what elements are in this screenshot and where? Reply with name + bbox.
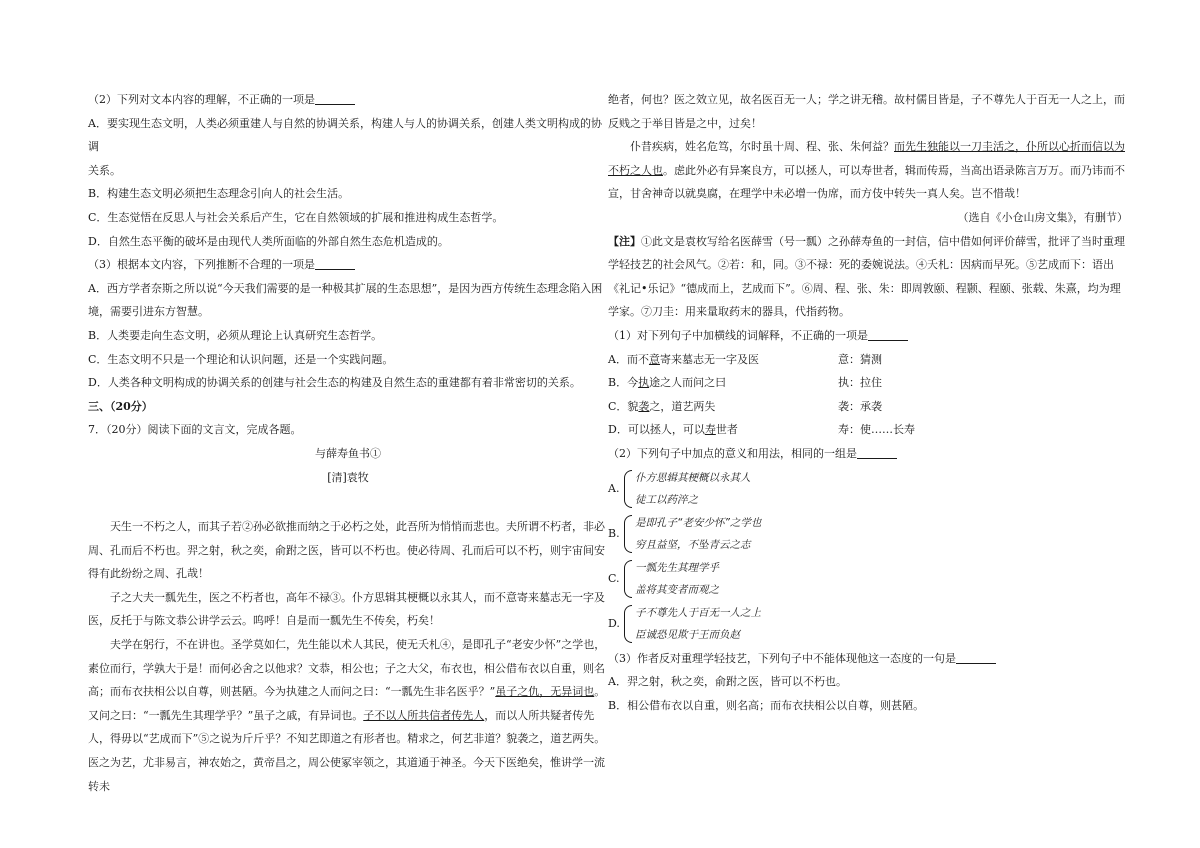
choice-letter: A. — [608, 481, 620, 495]
answer-blank[interactable] — [857, 446, 897, 459]
passage-paragraph-2: 子之大夫一瓢先生，医之不朽者也，高年不禄③。仆方思辑其梗概以永其人，而不意寄来墓志无一字及医，反托于与陈文恭公讲学云云。呜呼！自是而一瓢先生不传矣，朽矣！ — [88, 590, 605, 628]
word-gloss: 意：猜测 — [838, 352, 882, 366]
q2-option-a-cont: 关系。 — [88, 163, 121, 177]
passage-paragraph-3-cont: 绝者，何也？医之效立见，故名医百无一人；学之讲无稽。故村儒目皆是，子不尊先人于百无一人之上，而反贱之于举目皆是之中，过矣！ — [608, 93, 1125, 130]
q3-option-a: A．西方学者奈斯之所以说“今天我们需要的是一种极其扩展的生态思想”，是因为西方传统生态理念陷入困 — [88, 281, 603, 295]
passage-paragraph-3: 夫学在躬行，不在讲也。圣学莫如仁，先生能以术人其民，使无夭札④，是即孔子“老安少怀”之学也，素位而行，学孰大于是！而何必舍之以他求？文恭，相公也；子之大父，布衣也，相公借布衣以自重，则名高；而布衣扶相公以自尊，则甚陋。今为执建之人而问之曰：“一瓢先生非名医乎？”虽子之仇，无异词也。又问之曰：“一瓢先生其理学乎？”虽子之戚，有异词也。子不以人所共信者传先人，而以人所共疑者传先人，得毋以“艺成而下”⑤之说为斤斤乎？不知艺即道之有形者也。精求之，何艺非道？貌袭之，道艺两失。医之为艺，尤非易言，神农始之，黄帝昌之，周公使冢宰领之，其道通于神圣。今天下医绝矣，惟讲学一流转未 — [88, 638, 606, 793]
word-gloss: 寿：使……长寿 — [838, 423, 915, 437]
answer-blank[interactable] — [315, 92, 355, 105]
brace-icon — [624, 515, 632, 553]
choice-line: 臣诚恐见欺于王而负赵 — [635, 628, 740, 641]
word-gloss: 执：拉住 — [838, 376, 882, 390]
passage-notes: 【注】①此文是袁枚写给名医薛雪（号一瓢）之孙薛寿鱼的一封信，信中借如何评价薛雪，批评了当时重理学轻技艺的社会风气。②若：和，同。③不禄：死的委婉说法。④夭札：因病而早死。⑤艺成而下：语出《礼记•乐记》“德成而上，艺成而下”。⑥周、程、张、朱：即周敦颐、程颢、程颐、张载、朱熹，均为理学家。⑦刀圭：用来量取药末的器具，代指药物。 — [608, 234, 1125, 319]
underlined-sentence: 而先生独能以一刀圭活之，仆所以心折而信以为不朽之人也 — [608, 140, 1125, 177]
q2-option-c: C．生态觉悟在反思人与社会关系后产生，它在自然领域的扩展和推进构成生态哲学。 — [88, 210, 504, 224]
underlined-sentence: 子不以人所共信者传先人 — [363, 708, 485, 722]
q2-option-a: A．要实现生态文明，人类必须重建人与自然的协调关系，构建人与人的协调关系，创建人类文明构成的协调 — [88, 116, 602, 154]
answer-blank[interactable] — [868, 328, 908, 341]
q3r-option-a: A．羿之射，秋之奕，俞跗之医，皆可以不朽也。 — [608, 675, 847, 689]
q2-option-d: D．自然生态平衡的破坏是由现代人类所面临的外部自然生态危机造成的。 — [88, 234, 449, 248]
underlined-word: 执 — [638, 376, 650, 390]
underlined-word: 意 — [648, 352, 660, 366]
choice-line: 徒工以药淬之 — [635, 493, 698, 506]
choice-letter: D. — [608, 616, 620, 630]
q1-option: D．可以拯人，可以寿世者 寿：使……长寿 — [608, 418, 1128, 442]
q1-option: B．今执途之人而问之曰 执：拉住 — [608, 371, 1128, 395]
passage-title: 与薛寿鱼书① — [315, 446, 381, 460]
choice-letter: C. — [608, 571, 620, 585]
q1-option: A．而不意寄来墓志无一字及医 意：猜测 — [608, 348, 1128, 372]
q1-options — [608, 348, 1128, 442]
choice-line: 一瓢先生其理学乎 — [635, 561, 719, 574]
q2r-choice — [608, 467, 1128, 511]
choice-line: 仆方思辑其梗概以永其人 — [635, 471, 751, 484]
q3-stem: （3）根据本文内容，下列推断不合理的一项是 — [88, 253, 608, 277]
choice-line: 盖将其变者而观之 — [635, 583, 719, 596]
brace-icon — [624, 605, 632, 643]
passage-source: （选自《小仓山房文集》，有删节） — [957, 210, 1128, 224]
q3-option-d: D．人类各种文明构成的协调关系的创建与社会生态的构建及自然生态的重建都有着非常密切的关系。 — [88, 376, 581, 390]
choice-letter: B. — [608, 526, 620, 540]
q3-option-a-cont: 境，需要引进东方智慧。 — [88, 305, 209, 319]
q2-option-b: B．构建生态文明必须把生态理念引向人的社会生活。 — [88, 187, 350, 201]
answer-blank[interactable] — [315, 257, 355, 270]
q2r-choice — [608, 512, 1128, 556]
q2r-options — [608, 467, 1128, 646]
passage-paragraph-4: 仆昔疾病，姓名危笃，尔时虽十周、程、张、朱何益？而先生独能以一刀圭活之，仆所以心折而信以为不朽之人也。虑此外必有异案良方，可以拯人，可以寿世者，辑而传焉，当高出语录陈言万万。而乃讳而不宣，甘舍神奇以就臭腐，在理学中未必增一伪席，而方伎中转失一真人矣。岂不惜哉！ — [608, 140, 1125, 201]
q2-stem: （2）下列对文本内容的理解，不正确的一项是 — [88, 88, 608, 112]
underlined-word: 袭 — [638, 399, 650, 413]
q3r-option-b: B．相公借布衣以自重，则名高；而布衣扶相公以自尊，则甚陋。 — [608, 698, 925, 712]
q3r-stem: （3）作者反对重理学轻技艺，下列句子中不能体现他这一态度的一句是 — [608, 647, 1128, 671]
brace-icon — [624, 560, 632, 598]
brace-icon — [624, 470, 632, 508]
choice-line: 穷且益坚，不坠青云之志 — [635, 538, 751, 551]
underlined-sentence: 虽子之仇，无异词也 — [495, 685, 595, 699]
q3-option-c: C．生态文明不只是一个理论和认识问题，还是一个实践问题。 — [88, 352, 394, 366]
choice-line: 子不尊先人于百无一人之上 — [635, 606, 761, 619]
choice-line: 是即孔子“老安少怀”之学也 — [635, 516, 762, 529]
right-column — [608, 88, 1128, 717]
underlined-word: 寿 — [704, 423, 716, 437]
q2r-choice — [608, 602, 1128, 646]
passage-paragraph-1: 天生一不朽之人，而其子若②孙必欲推而纳之于必朽之处，此吾所为悄悄而悲也。夫所谓不朽者，非必周、孔而后不朽也。羿之射，秋之奕，俞跗之医，皆可以不朽也。使必待周、孔而后可以不朽，则宇宙间安得有此纷纷之周、孔哉！ — [88, 520, 605, 581]
word-gloss: 袭：承袭 — [838, 399, 882, 413]
left-column — [88, 88, 608, 798]
q2r-stem: （2）下列句子中加点的意义和用法，相同的一组是 — [608, 442, 1128, 466]
answer-blank[interactable] — [956, 651, 996, 664]
q1-option: C．貌袭之，道艺两失 袭：承袭 — [608, 395, 1128, 419]
q1-stem: （1）对下列句子中加横线的词解释，不正确的一项是 — [608, 324, 1128, 348]
q2r-choice — [608, 557, 1128, 601]
q3-option-b: B．人类要走向生态文明，必须从理论上认真研究生态哲学。 — [88, 328, 383, 342]
passage-author: [清]袁牧 — [327, 470, 369, 484]
q7-stem: 7．（20分）阅读下面的文言文，完成各题。 — [88, 423, 302, 437]
section-heading: 三、（20分） — [88, 399, 153, 413]
